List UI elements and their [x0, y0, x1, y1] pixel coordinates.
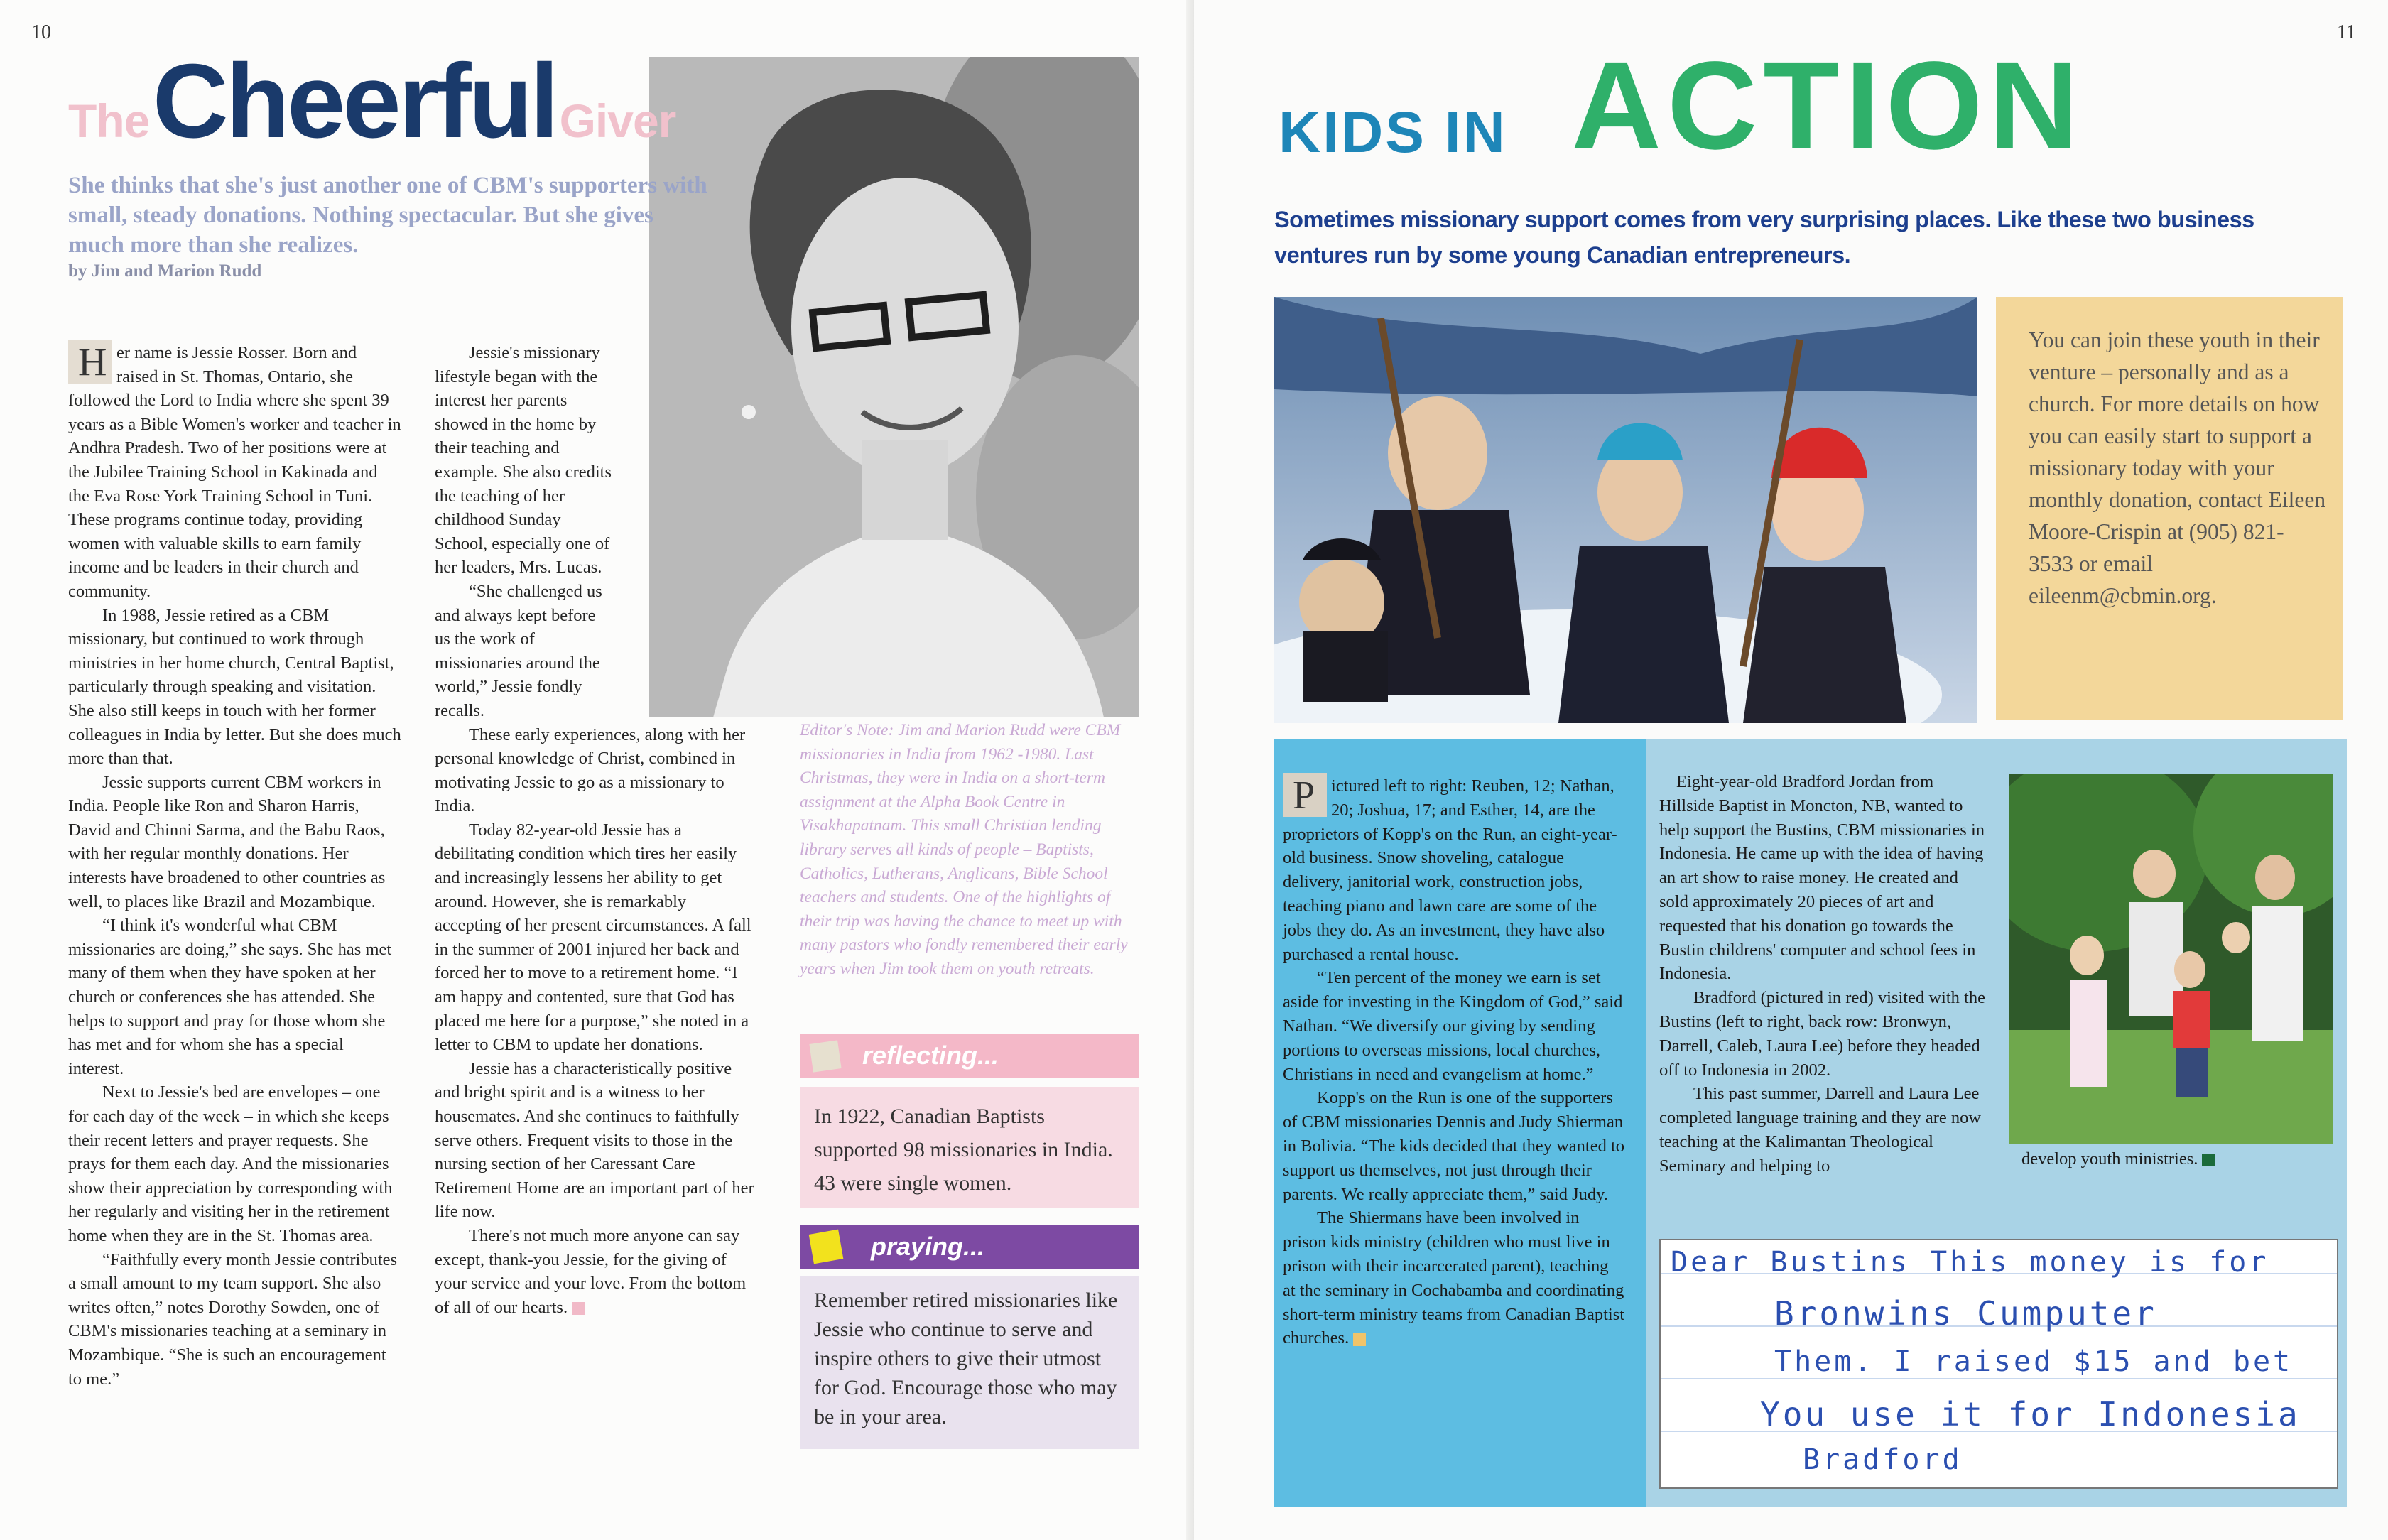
reflecting-box: [800, 1087, 1139, 1208]
kopps-photo: [1274, 297, 1977, 723]
kopps-story: [1283, 774, 1625, 1350]
title-action: ACTION: [1571, 36, 2085, 175]
paragraph: These early experiences, along with her personal knowledge of Christ, combined in motivating Jessie to go as a missionary to India.: [435, 725, 746, 816]
paragraph: Jessie's missionary lifestyle began with the interest her parents showed in the home by their teaching and example. She also credits the teaching of her childhood Sunday School, especially one of her leaders, Mrs. Lucas.: [435, 343, 612, 578]
sidebar-text: You can join these youth in their venture – personally and as a church. For more details on how you can easily start to support a missionary today with your monthly donation, contact Eileen Moore-Crispin at (905) 821-3533 or email eileenm@cbmin.org.: [2029, 327, 2326, 608]
right-deck: Sometimes missionary support comes from very surprising places. Like these two business ventures run by some young Canadian entrepreneurs.: [1274, 207, 2254, 268]
page-number-left: 10: [31, 21, 51, 43]
bustin-family-photo: [2009, 774, 2333, 1144]
byline: by Jim and Marion Rudd: [68, 261, 262, 281]
square-icon: [809, 1230, 844, 1264]
drop-cap: H: [68, 340, 112, 384]
paragraph: P ictured left to right: Reuben, 12; Nathan, 20; Joshua, 17; and Esther, 14, are the proprietors of Kopp's on the Run, an eight-year-old business. Snow shoveling, catalogue delivery, janitorial work, construction jobs, teaching piano and lawn care are some of the jobs they do. As an investment, they have also purchased a rental house.: [1283, 774, 1617, 964]
praying-box: [800, 1276, 1139, 1449]
paragraph: Bradford (pictured in red) visited with the Bustins (left to right, back row: Bronwyn, Darrell, Caleb, Laura Lee) before they headed off to Indonesia in 2002.: [1659, 988, 1985, 1080]
paragraph: Next to Jessie's bed are envelopes – one for each day of the week – in which she keeps their recent letters and prayer requests. She prays for them each day. And the missionaries show their appreciation by corresponding with her regularly and visiting her in the retirement home when they are in the St. Thomas area.: [68, 1083, 393, 1245]
note-line: Dear Bustins This money is for: [1671, 1246, 2269, 1279]
paragraph: Eight-year-old Bradford Jordan from Hillside Baptist in Moncton, NB, wanted to help support the Bustins, CBM missionaries in Indonesia. He came up with the idea of having an art show to raise money. He created and sold approximately 20 pieces of art and requested that his donation go towards the Bustin childrens' computer and school fees in Indonesia.: [1659, 772, 1985, 984]
square-icon: [809, 1040, 841, 1072]
end-mark-icon: [2202, 1154, 2215, 1166]
paragraph: Today 82-year-old Jessie has a debilitating condition which tires her easily and increasingly lessens her ability to get around. However, she is remarkably accepting of her present circumstances. A fall in the summer of 2001 injured her back and forced her to move to a retirement home. “I am happy and contented, sure that God has placed me here for a purpose,” she noted in a letter to CBM to update her donations.: [435, 820, 751, 1055]
note-line: You use it for Indonesia: [1760, 1395, 2301, 1433]
paragraph: This past summer, Darrell and Laura Lee completed language training and they are now teaching at the Kalimantan Theological Seminary and helping to: [1659, 1084, 1982, 1176]
editors-note: Editor's Note: Jim and Marion Rudd were CBM missionaries in India from 1962 -1980. Last Christmas, they were in India on a short-term assignment at the Alpha Book Centre in Visakhapatnam. This small Christian lending library serves all kinds of people – Baptists, Catholics, Lutherans, Anglicans, Bible School teachers and students. One of the highlights of their trip was having the chance to meet up with many pastors who fondly remembered their early years when Jim took them on youth retreats.: [800, 721, 1128, 978]
body-column-1: [68, 341, 402, 1391]
paragraph: In 1988, Jessie retired as a CBM missionary, but continued to work through ministries in her home church, Central Baptist, particularly through speaking and visitation. She also still keeps in touch with her former colleagues in India by letter. But she does much more than that.: [68, 605, 401, 769]
page-number-right: 11: [2337, 21, 2356, 43]
paragraph: “She challenged us and always kept before us the work of missionaries around the world,” Jessie fondly recalls.: [435, 581, 602, 720]
paragraph: Jessie supports current CBM workers in India. People like Ron and Sharon Harris, David and Chinni Sarma, and the Babu Raos, with her regular monthly donations. Her interests have broadened to other countries as well, to places like Brazil and Mozambique.: [68, 772, 386, 911]
paragraph: Jessie has a characteristically positive and bright spirit and is a witness to her housemates. And she continues to faithfully serve others. Frequent visits to those in the nursing section of her Caressant Care Retirement Home are an important part of her life now.: [435, 1058, 754, 1222]
reflecting-banner: [800, 1034, 1139, 1078]
paragraph: Kopp's on the Run is one of the supporters of CBM missionaries Dennis and Judy Shierman in Bolivia. “The kids decided that they wanted to support us themselves, not just through their parents. We really appreciate them,” said Judy.: [1283, 1088, 1625, 1204]
paragraph: “Ten percent of the money we earn is set aside for investing in the Kingdom of God,” said Nathan. “We diversify our giving by sending portions to overseas missions, local churches, Christians in need and evangelism at home.”: [1283, 968, 1623, 1084]
end-mark-icon: [572, 1302, 585, 1315]
note-line: Bradford: [1803, 1443, 1963, 1476]
drop-cap: P: [1283, 773, 1327, 817]
article-title: [68, 41, 675, 162]
contact-sidebar: [1996, 297, 2343, 720]
paragraph: The Shiermans have been involved in prison kids ministry (children who must live in prison with their incarcerated parent), teaching at the seminary in Cochabamba and coordinating short-term ministry teams from Canadian Baptist churches.: [1283, 1208, 1625, 1348]
praying-text: Remember retired missionaries like Jessie who continue to serve and inspire others to give their utmost for God. Encourage those who may be in your area.: [814, 1289, 1118, 1428]
paragraph: “Faithfully every month Jessie contributes a small amount to my team support. She also writes often,” notes Dorothy Sowden, one of CBM's missionaries teaching at a seminary in Mozambique. “She is such an encouragement to me.”: [68, 1249, 398, 1389]
paragraph: There's not much more anyone can say except, thank-you Jessie, for the giving of your service and your love. From the bottom of all of our hearts.: [435, 1225, 747, 1317]
bradford-story: [1659, 770, 1990, 1178]
article-deck: She thinks that she's just another one of CBM's supporters with small, steady donations. Nothing spectacular. But she gives much more than she realizes.: [68, 173, 707, 258]
reflecting-text: In 1922, Canadian Baptists supported 98 missionaries in India. 43 were single women.: [814, 1105, 1113, 1195]
title-word-giver: Giver: [559, 94, 676, 147]
praying-banner: [800, 1225, 1139, 1269]
note-line: Them. I raised $15 and bet: [1774, 1345, 2294, 1378]
title-word-cheerful: Cheerful: [152, 43, 557, 160]
note-line: Bronwins Cumputer: [1774, 1294, 2157, 1333]
body-column-2: [435, 341, 754, 1319]
praying-label: praying...: [871, 1232, 985, 1261]
paragraph: “I think it's wonderful what CBM missionaries are doing,” she says. She has met many of them when they have spoken at her church or conferences she has attended. She helps to support and pray for those whom she has met and for whom she has a special interest.: [68, 916, 392, 1078]
paragraph: H er name is Jessie Rosser. Born and raised in St. Thomas, Ontario, she followed the Lord to India where she spent 39 years as a Bible Women's worker and teacher in Andhra Pradesh. Two of her positions were at the Jubilee Training School in Kakinada and the Eva Rose York Training School in Tuni. These programs continue today, providing women with valuable skills to earn family income and be leaders in their church and community.: [68, 340, 401, 601]
bradford-story-continued: develop youth ministries.: [2021, 1149, 2215, 1169]
reflecting-label: reflecting...: [862, 1041, 999, 1070]
title-kids-in: KIDS IN: [1279, 100, 1507, 165]
handwritten-note: [1659, 1239, 2338, 1489]
title-word-the: The: [68, 94, 150, 147]
end-mark-icon: [1353, 1333, 1366, 1346]
